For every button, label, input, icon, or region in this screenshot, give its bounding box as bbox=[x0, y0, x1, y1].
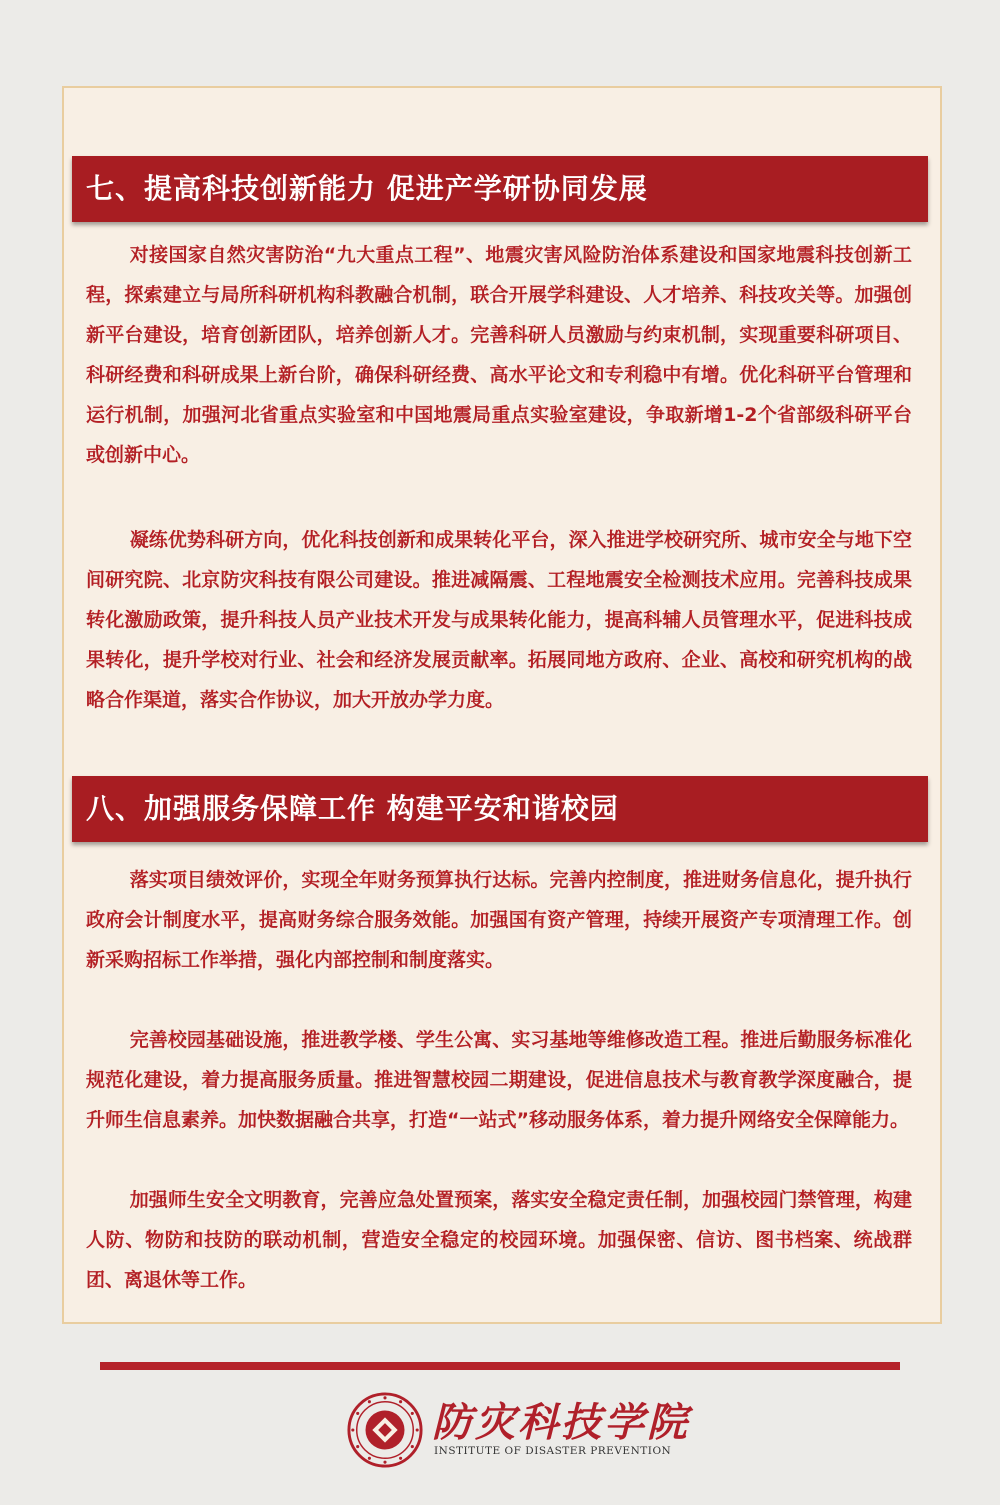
section-7-paragraph-2 bbox=[86, 520, 912, 720]
section-8-paragraph-2 bbox=[86, 1020, 912, 1140]
section-8-paragraph-1 bbox=[86, 860, 912, 980]
paragraph-text: 对接国家自然灾害防治“九大重点工程”、地震灾害风险防治体系建设和国家地震科技创新工程，探索建立与局所科研机构科教融合机制，联合开展学科建设、人才培养、科技攻关等。加强创新平台建设，培育创新团队，培养创新人才。完善科研人员激励与约束机制，实现重要科研项目、科研经费和科研成果上新台阶，确保科研经费、高水平论文和专利稳中有增。优化科研平台管理和运行机制，加强河北省重点实验室和中国地震局重点实验室建设，争取新增1-2个省部级科研平台或创新中心。 bbox=[86, 244, 912, 466]
section-8-paragraph-3 bbox=[86, 1180, 912, 1300]
section-7-title: 七、提高科技创新能力 促进产学研协同发展 bbox=[72, 156, 928, 222]
section-8-title: 八、加强服务保障工作 构建平安和谐校园 bbox=[72, 776, 928, 842]
footer-logo bbox=[346, 1385, 690, 1480]
school-seal-icon bbox=[346, 1391, 424, 1469]
footer-divider bbox=[100, 1362, 900, 1370]
paragraph-text: 凝练优势科研方向，优化科技创新和成果转化平台，深入推进学校研究所、城市安全与地下空间研究院、北京防灾科技有限公司建设。推进减隔震、工程地震安全检测技术应用。完善科技成果转化激励政策，提升科技人员产业技术开发与成果转化能力，提高科辅人员管理水平，促进科技成果转化，提升学校对行业、社会和经济发展贡献率。拓展同地方政府、企业、高校和研究机构的战略合作渠道，落实合作协议，加大开放办学力度。 bbox=[86, 529, 912, 711]
school-name-english: INSTITUTE OF DISASTER PREVENTION bbox=[434, 1445, 672, 1457]
paragraph-text: 完善校园基础设施，推进教学楼、学生公寓、实习基地等维修改造工程。推进后勤服务标准化规范化建设，着力提高服务质量。推进智慧校园二期建设，促进信息技术与教育教学深度融合，提升师生信息素养。加快数据融合共享，打造“一站式”移动服务体系，着力提升网络安全保障能力。 bbox=[86, 1029, 912, 1131]
paragraph-text: 落实项目绩效评价，实现全年财务预算执行达标。完善内控制度，推进财务信息化，提升执行政府会计制度水平，提高财务综合服务效能。加强国有资产管理，持续开展资产专项清理工作。创新采购招标工作举措，强化内部控制和制度落实。 bbox=[86, 869, 912, 971]
section-7-paragraph-1 bbox=[86, 235, 912, 475]
school-name: 防灾科技学院 bbox=[432, 1399, 690, 1446]
paragraph-text: 加强师生安全文明教育，完善应急处置预案，落实安全稳定责任制，加强校园门禁管理，构建人防、物防和技防的联动机制，营造安全稳定的校园环境。加强保密、信访、图书档案、统战群团、离退休等工作。 bbox=[86, 1189, 912, 1291]
